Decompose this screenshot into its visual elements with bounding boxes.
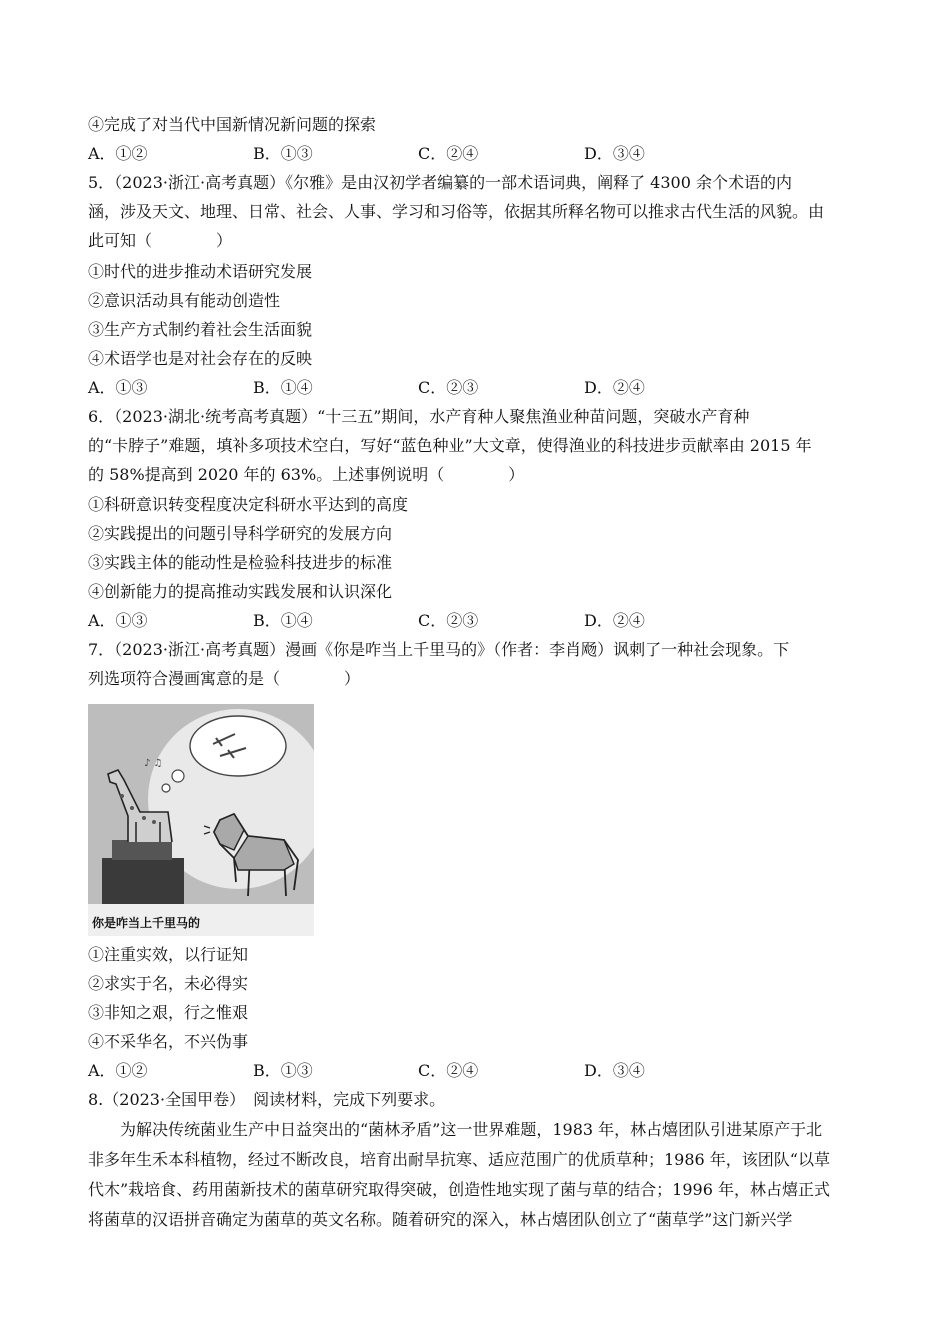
q4-option-c: C．②④ (418, 144, 479, 163)
q8-stem-line-1: 8.（2023·全国甲卷） 阅读材料，完成下列要求。 (88, 1090, 446, 1109)
q7-statement-4: ④不采华名，不兴伪事 (88, 1032, 249, 1051)
q7-option-b: B．①③ (253, 1061, 313, 1080)
q6-options (88, 611, 808, 631)
q5-statement-1: ①时代的进步推动术语研究发展 (88, 262, 313, 281)
q5-statement-3: ③生产方式制约着社会生活面貌 (88, 320, 313, 339)
q7-stem-line-1: 7．（2023·浙江·高考真题）漫画《你是咋当上千里马的》（作者：李肖飏）讽刺了一种社会现象。下 (88, 640, 790, 659)
q7-option-c: C．②④ (418, 1061, 479, 1080)
q5-stem-line-2: 涵，涉及天文、地理、日常、社会、人事、学习和习俗等，依据其所释名物可以推求古代生活的风貌。由 (88, 202, 825, 221)
q7-stem-line-2: 列选项符合漫画寓意的是（ ） (88, 669, 361, 688)
q4-option-d: D．③④ (584, 144, 645, 163)
q4-options (88, 144, 808, 164)
q7-option-d: D．③④ (584, 1061, 645, 1080)
q5-option-c: C．②③ (418, 378, 479, 397)
q6-stem-line-3: 的 58%提高到 2020 年的 63%。上述事例说明（ ） (88, 465, 525, 484)
q5-option-d: D．②④ (584, 378, 645, 397)
q5-options (88, 378, 808, 398)
q5-option-b: B．①④ (253, 378, 313, 397)
q5-statement-2: ②意识活动具有能动创造性 (88, 291, 281, 310)
cartoon-caption: 你是咋当上千里马的 (92, 916, 201, 930)
q7-statement-2: ②求实于名，未必得实 (88, 974, 249, 993)
q6-option-c: C．②③ (418, 611, 479, 630)
q8-material-line-1: 为解决传统菌业生产中日益突出的“菌林矛盾”这一世界难题，1983 年，林占熺团队引进某原产于北 (120, 1120, 823, 1139)
q6-statement-2: ②实践提出的问题引导科学研究的发展方向 (88, 524, 393, 543)
q8-material-line-3: 代木”栽培食、药用菌新技术的菌草研究取得突破，创造性地实现了菌与草的结合；1996 年，林占熺正式 (88, 1180, 830, 1199)
q4-option-a: A．①② (88, 144, 148, 163)
q6-statement-3: ③实践主体的能动性是检验科技进步的标准 (88, 553, 393, 572)
q6-option-b: B．①④ (253, 611, 313, 630)
q5-statement-4: ④术语学也是对社会存在的反映 (88, 349, 313, 368)
q8-material-line-2: 非多年生禾本科植物，经过不断改良，培育出耐旱抗寒、适应范围广的优质草种；1986 年，该团队“以草 (88, 1150, 830, 1169)
cartoon-drawing (88, 704, 314, 936)
q7-options (88, 1061, 808, 1081)
svg-text:♪ ♫: ♪ ♫ (144, 758, 163, 769)
q8-material-line-4: 将菌草的汉语拼音确定为菌草的英文名称。随着研究的深入，林占熺团队创立了“菌草学”这门新兴学 (88, 1210, 793, 1229)
q6-option-a: A．①③ (88, 611, 148, 630)
cartoon-image (88, 704, 314, 936)
q6-option-d: D．②④ (584, 611, 645, 630)
q7-statement-3: ③非知之艰，行之惟艰 (88, 1003, 249, 1022)
q5-stem-line-1: 5．（2023·浙江·高考真题）《尔雅》是由汉初学者编纂的一部术语词典，阐释了 4300 余个术语的内 (88, 173, 792, 192)
q6-stem-line-1: 6．（2023·湖北·统考高考真题）“十三五”期间，水产育种人聚焦渔业种苗问题，突破水产育种 (88, 407, 750, 426)
q4-statement-4: ④完成了对当代中国新情况新问题的探索 (88, 115, 377, 134)
q6-stem-line-2: 的“卡脖子”难题，填补多项技术空白，写好“蓝色种业”大文章，使得渔业的科技进步贡献率由 2015 年 (88, 436, 812, 455)
q7-option-a: A．①② (88, 1061, 148, 1080)
q5-option-a: A．①③ (88, 378, 148, 397)
q6-statement-4: ④创新能力的提高推动实践发展和认识深化 (88, 582, 393, 601)
q5-stem-line-3: 此可知（ ） (88, 231, 233, 250)
q6-statement-1: ①科研意识转变程度决定科研水平达到的高度 (88, 495, 409, 514)
q7-statement-1: ①注重实效，以行证知 (88, 945, 249, 964)
q4-option-b: B．①③ (253, 144, 313, 163)
